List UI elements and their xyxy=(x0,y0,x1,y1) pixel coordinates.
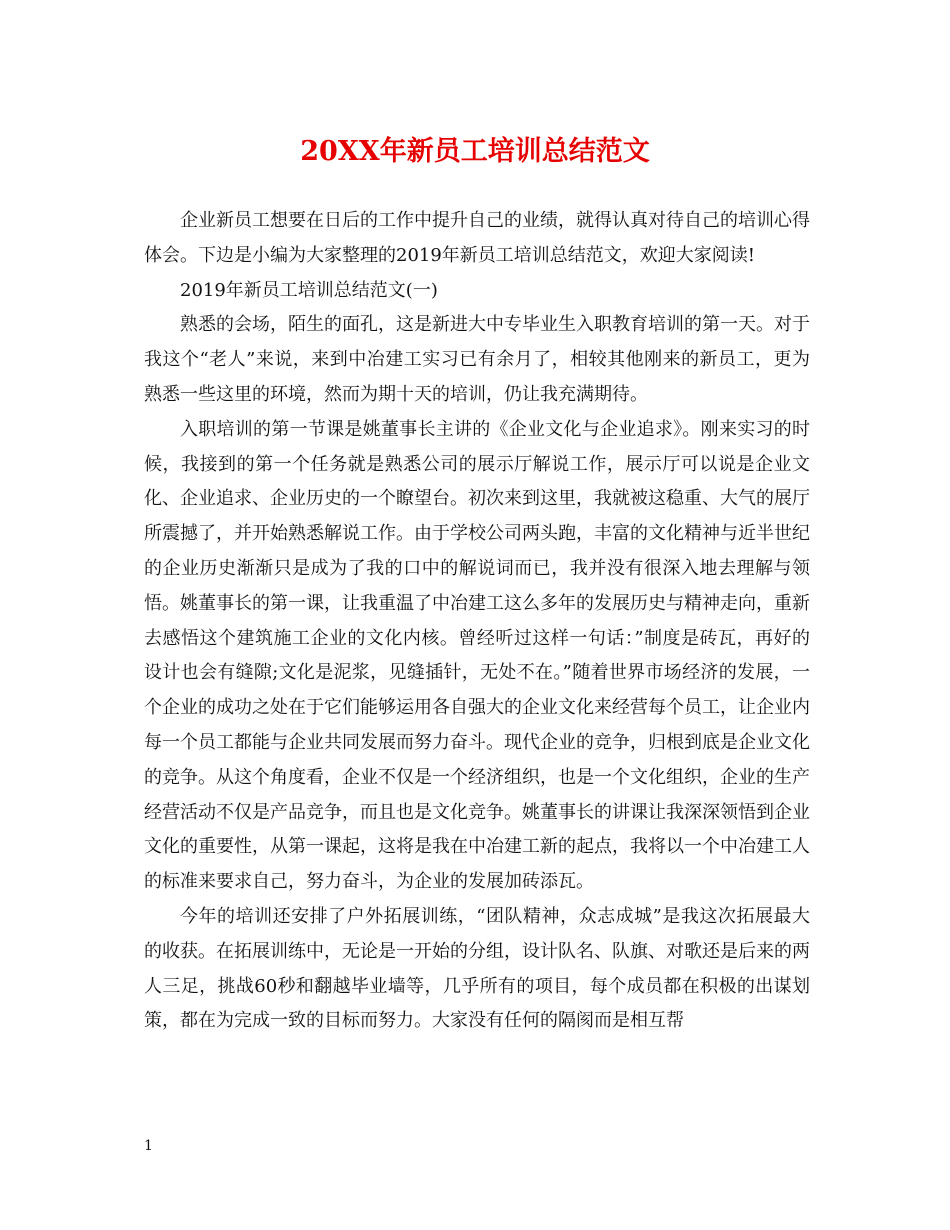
paragraph-outdoor-training: 今年的培训还安排了户外拓展训练，“团队精神，众志成城”是我这次拓展最大的收获。在拓展训练中，无论是一开始的分组，设计队名、队旗、对歌还是后来的两人三足，挑战60秒和翻越毕业墙等，几乎所有的项目，每个成员都在积极的出谋划策，都在为完成一致的目标而努力。大家没有任何的隔阂而是相互帮 xyxy=(144,905,810,1032)
paragraph-corporate-culture: 入职培训的第一节课是姚董事长主讲的《企业文化与企业追求》。刚来实习的时候，我接到的第一个任务就是熟悉公司的展示厅解说工作，展示厅可以说是企业文化、企业追求、企业历史的一个瞭望台。初次来到这里，我就被这稳重、大气的展厅所震撼了，并开始熟悉解说工作。由于学校公司两头跑，丰富的文化精神与近半世纪的企业历史渐渐只是成为了我的口中的解说词而已，我并没有很深入地去理解与领悟。姚董事长的第一课，让我重温了中冶建工这么多年的发展历史与精神走向，重新去感悟这个建筑施工企业的文化内核。曾经听过这样一句话：”制度是砖瓦，再好的设计也会有缝隙;文化是泥浆，见缝插针，无处不在。”随着世界市场经济的发展，一个企业的成功之处在于它们能够运用各自强大的企业文化来经营每个员工，让企业内每一个员工都能与企业共同发展而努力奋斗。现代企业的竞争，归根到底是企业文化的竞争。从这个角度看，企业不仅是一个经济组织，也是一个文化组织，企业的生产经营活动不仅是产品竞争，而且也是文化竞争。姚董事长的讲课让我深深领悟到企业文化的重要性，从第一课起，这将是我在中冶建工新的起点，我将以一个中冶建工人的标准来要求自己，努力奋斗，为企业的发展加砖添瓦。 xyxy=(144,418,810,893)
paragraph-intro: 企业新员工想要在日后的工作中提升自己的业绩，就得认真对待自己的培训心得体会。下边是小编为大家整理的2019年新员工培训总结范文，欢迎大家阅读! xyxy=(144,210,810,266)
paragraph-subheading: 2019年新员工培训总结范文(一) xyxy=(180,279,438,301)
document-title: 20XX年新员工培训总结范文 xyxy=(300,136,650,167)
document-body xyxy=(144,204,810,1039)
page-number: 1 xyxy=(144,1138,153,1154)
paragraph-first-day: 熟悉的会场，陌生的面孔，这是新进大中专毕业生入职教育培训的第一天。对于我这个“老人”来说，来到中冶建工实习已有余月了，相较其他刚来的新员工，更为熟悉一些这里的环境，然而为期十天的培训，仍让我充满期待。 xyxy=(144,314,810,405)
